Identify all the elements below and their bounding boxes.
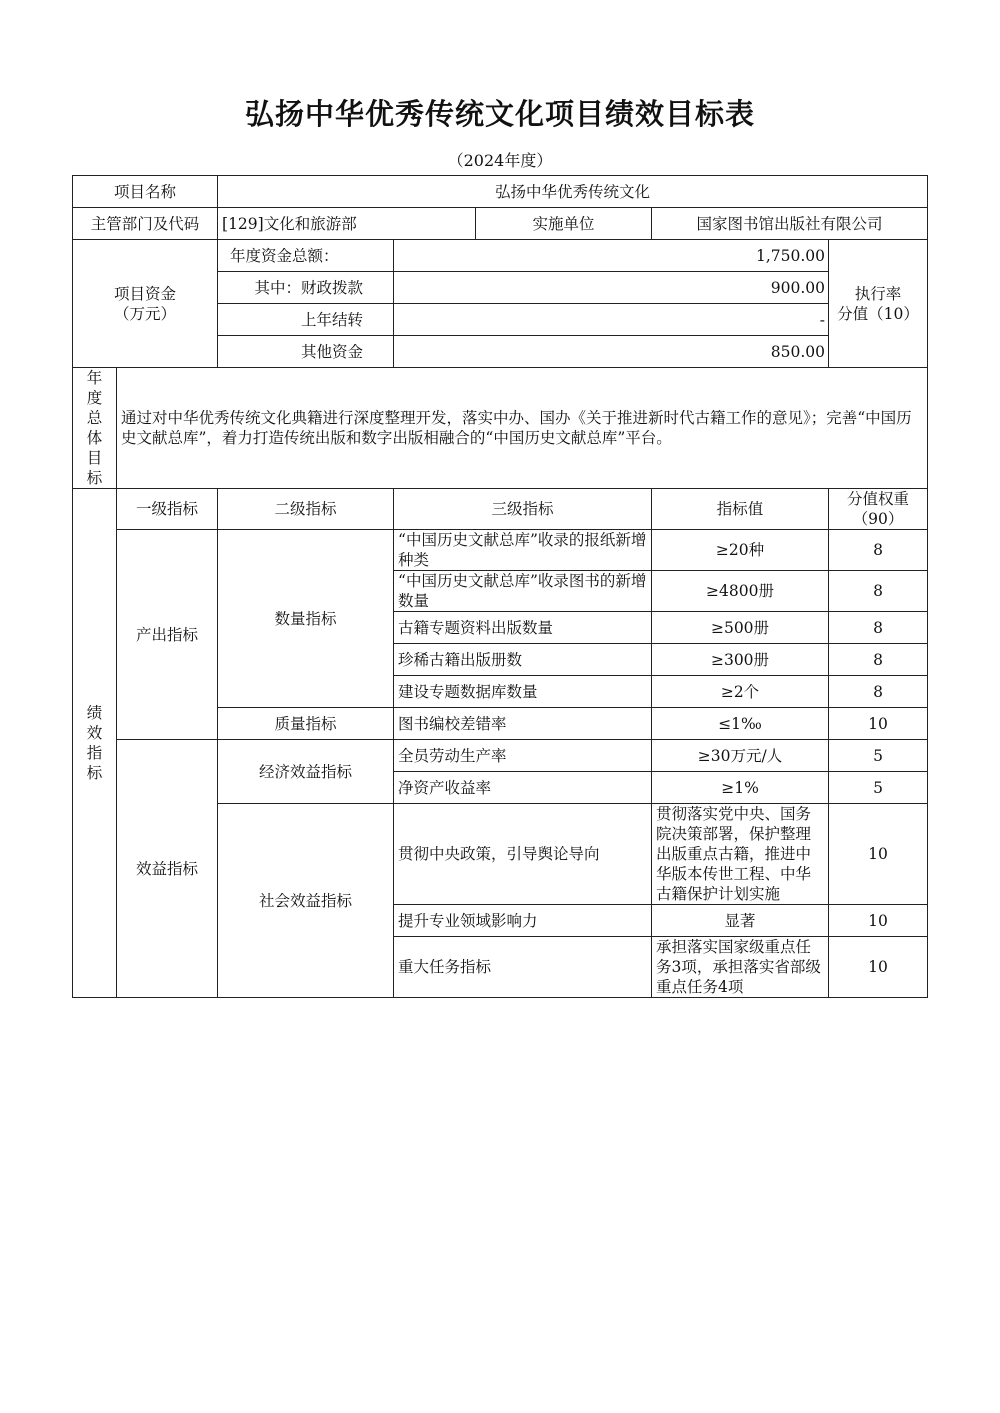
indicator-row-value: 承担落实国家级重点任务3项，承担落实省部级重点任务4项	[652, 937, 829, 998]
funding-carryover-label: 上年结转	[218, 304, 394, 336]
execution-rate-line1: 执行率	[854, 284, 902, 303]
annual-goal-text: 通过对中华优秀传统文化典籍进行深度整理开发，落实中办、国办《关于推进新时代古籍工作的意见》；完善“中国历史文献总库”，着力打造传统出版和数字出版相融合的“中国历史文献总库”平台。	[117, 368, 928, 489]
project-name-value: 弘扬中华优秀传统文化	[218, 176, 928, 208]
header-weight: 分值权重 （90）	[829, 489, 928, 530]
quality-indicator-label: 质量指标	[218, 708, 394, 740]
project-name-label: 项目名称	[73, 176, 218, 208]
indicator-row-value: 贯彻落实党中央、国务院决策部署，保护整理出版重点古籍，推进中华版本传世工程、中华古籍保护计划实施	[652, 804, 829, 905]
funding-fiscal-label: 其中：财政拨款	[218, 272, 394, 304]
indicator-row-value: ≥300册	[652, 644, 829, 676]
header-level2: 二级指标	[218, 489, 394, 530]
header-value: 指标值	[652, 489, 829, 530]
indicator-row-value: 显著	[652, 905, 829, 937]
annual-goal-label: 年 度 总 体 目 标	[73, 368, 117, 489]
department-label: 主管部门及代码	[73, 208, 218, 240]
indicator-row-name: 珍稀古籍出版册数	[394, 644, 652, 676]
indicator-row-name: 古籍专题资料出版数量	[394, 612, 652, 644]
performance-indicators-label: 绩 效 指 标	[73, 489, 117, 998]
indicator-row-value: ≥30万元/人	[652, 740, 829, 772]
indicator-row-name: 净资产收益率	[394, 772, 652, 804]
header-level3: 三级指标	[394, 489, 652, 530]
indicator-row-name: 全员劳动生产率	[394, 740, 652, 772]
execution-rate-line2: 分值（10）	[837, 304, 919, 323]
department-value: [129]文化和旅游部	[218, 208, 476, 240]
indicator-row-value: ≥2个	[652, 676, 829, 708]
indicator-row-name: 提升专业领域影响力	[394, 905, 652, 937]
indicator-row-value: ≤1‰	[652, 708, 829, 740]
social-indicator-label: 社会效益指标	[218, 804, 394, 998]
funding-label-line1: 项目资金	[114, 284, 177, 303]
economic-indicator-label: 经济效益指标	[218, 740, 394, 804]
header-level1: 一级指标	[117, 489, 218, 530]
indicator-row-score: 5	[829, 772, 928, 804]
implementing-unit-label: 实施单位	[476, 208, 652, 240]
indicator-row-name: 重大任务指标	[394, 937, 652, 998]
indicator-row-value: ≥500册	[652, 612, 829, 644]
funding-fiscal-value: 900.00	[394, 272, 829, 304]
indicator-row-score: 10	[829, 905, 928, 937]
indicator-row-name: 贯彻中央政策，引导舆论导向	[394, 804, 652, 905]
indicator-row-score: 8	[829, 530, 928, 571]
indicator-row-score: 8	[829, 571, 928, 612]
benefit-indicator-label: 效益指标	[117, 740, 218, 998]
indicator-row-name: 建设专题数据库数量	[394, 676, 652, 708]
page-title: 弘扬中华优秀传统文化项目绩效目标表	[244, 97, 755, 131]
funding-total-label: 年度资金总额：	[218, 240, 394, 272]
indicator-row-score: 8	[829, 676, 928, 708]
output-indicator-label: 产出指标	[117, 530, 218, 740]
indicator-row-value: ≥1%	[652, 772, 829, 804]
indicator-row-score: 5	[829, 740, 928, 772]
funding-total-value: 1,750.00	[394, 240, 829, 272]
funding-carryover-value: -	[394, 304, 829, 336]
indicator-row-score: 8	[829, 644, 928, 676]
indicator-row-value: ≥20种	[652, 530, 829, 571]
indicator-row-name: “中国历史文献总库”收录的报纸新增种类	[394, 530, 652, 571]
indicator-row-name: 图书编校差错率	[394, 708, 652, 740]
year-label: （2024年度）	[447, 151, 553, 170]
funding-other-value: 850.00	[394, 336, 829, 368]
funding-label	[73, 240, 218, 368]
indicator-row-name: “中国历史文献总库”收录图书的新增数量	[394, 571, 652, 612]
indicator-row-score: 10	[829, 937, 928, 998]
performance-table	[72, 175, 928, 998]
execution-rate-label	[829, 240, 928, 368]
indicator-row-score: 10	[829, 804, 928, 905]
quantity-indicator-label: 数量指标	[218, 530, 394, 708]
implementing-unit-value: 国家图书馆出版社有限公司	[652, 208, 928, 240]
funding-label-line2: （万元）	[114, 304, 177, 323]
funding-other-label: 其他资金	[218, 336, 394, 368]
indicator-row-score: 8	[829, 612, 928, 644]
indicator-row-value: ≥4800册	[652, 571, 829, 612]
indicator-row-score: 10	[829, 708, 928, 740]
